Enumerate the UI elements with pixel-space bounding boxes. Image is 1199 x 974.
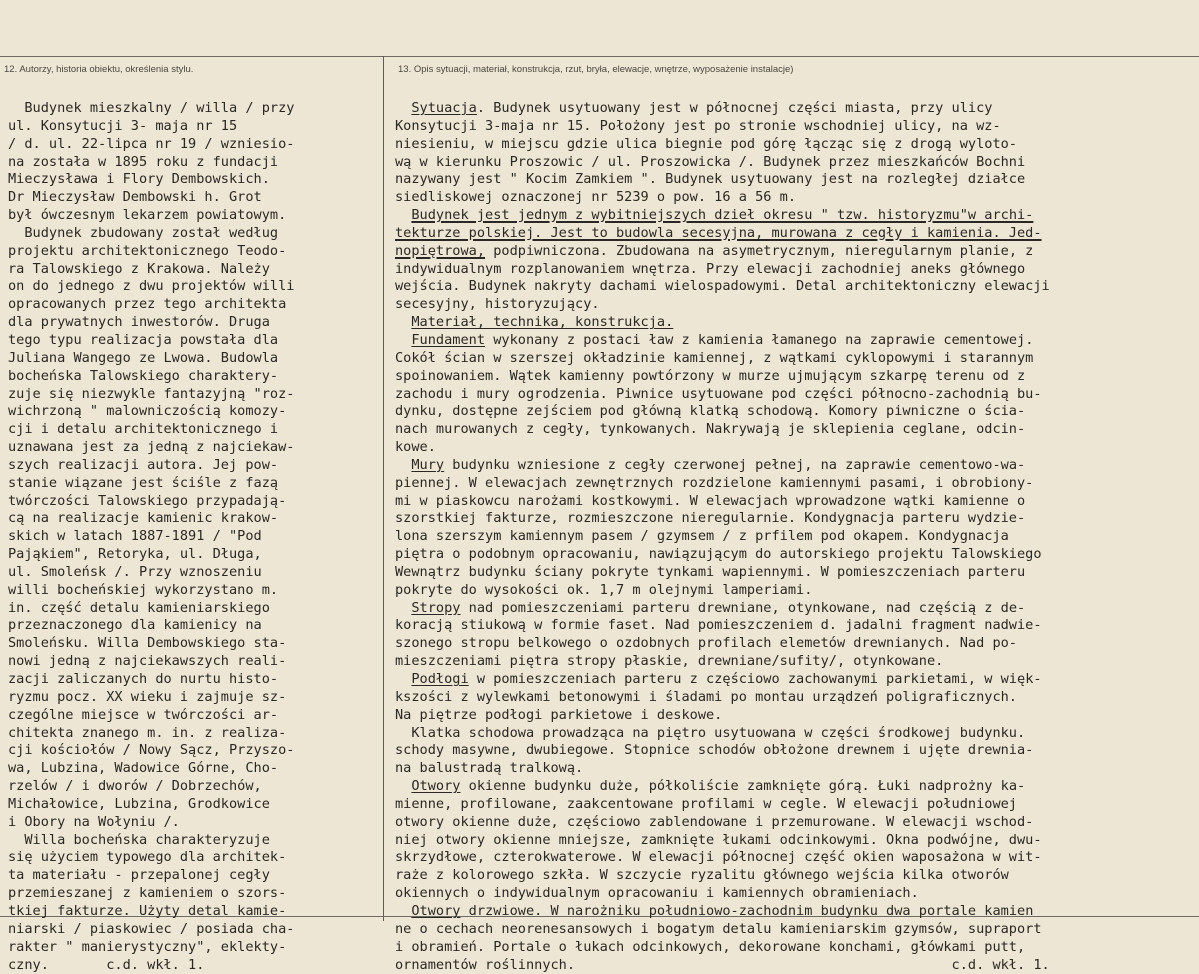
- history-line: zacji zaliczanych do nurtu histo-: [8, 671, 376, 689]
- history-line: Mieczysława i Flory Dembowskich.: [8, 171, 376, 189]
- description-line: raże z kolorowego szkła. W szczycie ryzalitu głównego wejścia kilka otworów: [395, 867, 1195, 885]
- history-line: czególne miejsce w twórczości ar-: [8, 707, 376, 725]
- history-line: ul. Konsytucji 3- maja nr 15: [8, 118, 376, 136]
- history-line: cji i detalu architektonicznego i: [8, 421, 376, 439]
- history-line: in. część detalu kamieniarskiego: [8, 600, 376, 618]
- description-line: wejścia. Budynek nakryty dachami wielospadowymi. Detal architektoniczny elewacji: [395, 278, 1195, 296]
- description-line: dynku, dostępne zejściem pod główną klatką schodową. Komory piwniczne o ścia-: [395, 403, 1195, 421]
- history-line: bocheńska Talowskiego charaktery-: [8, 368, 376, 386]
- history-line: na została w 1895 roku z fundacji: [8, 154, 376, 172]
- header-rule: [0, 56, 1199, 57]
- description-line: Na piętrze podłogi parkietowe i deskowe.: [395, 707, 1195, 725]
- history-line: szych realizacji autora. Jej pow-: [8, 457, 376, 475]
- history-line: tego typu realizacja powstała dla: [8, 332, 376, 350]
- description-line: pokryte do wysokości ok. 1,7 m olejnymi lamperiami.: [395, 582, 1195, 600]
- description-line: Konsytucji 3-maja nr 15. Położony jest po stronie wschodniej ulicy, na wz-: [395, 118, 1195, 136]
- history-line: opracowanych przez tego architekta: [8, 296, 376, 314]
- description-line: Fundament wykonany z postaci ław z kamienia łamanego na zaprawie cementowej.: [395, 332, 1195, 350]
- description-line: kszości z wylewkami betonowymi i śladami po montau urządzeń poligraficznych.: [395, 689, 1195, 707]
- description-line: schody masywne, dwubiegowe. Stopnice schodów obłożone drewnem i ujęte drewnia-: [395, 742, 1195, 760]
- description-line: tekturze polskiej. Jest to budowla secesyjna, murowana z cegły i kamienia. Jed-: [395, 225, 1195, 243]
- description-line: siedliskowej oznaczonej nr 5239 o pow. 16 a 56 m.: [395, 189, 1195, 207]
- history-line: chitekta znanego m. in. z realiza-: [8, 725, 376, 743]
- description-line: piętra o podobnym opracowaniu, nawiązującym do autorskiego projektu Talowskiego: [395, 546, 1195, 564]
- description-line: zachodu i mury ogrodzenia. Piwnice usytuowane pod części północno-zachodnią bu-: [395, 386, 1195, 404]
- description-line: mieszczeniami piętra stropy płaskie, drewniane/sufity/, otynkowane.: [395, 653, 1195, 671]
- description-line: Budynek jest jednym z wybitniejszych dzieł okresu " tzw. historyzmu"w archi-: [395, 207, 1195, 225]
- description-line: secesyjny, historyzujący.: [395, 296, 1195, 314]
- history-line: i Obory na Wołyniu /.: [8, 814, 376, 832]
- history-line: Budynek mieszkalny / willa / przy: [8, 100, 376, 118]
- history-line: nowi jedną z najciekawszych reali-: [8, 653, 376, 671]
- history-line: uznawana jest za jedną z najciekaw-: [8, 439, 376, 457]
- description-line: skrzydłowe, czterokwaterowe. W elewacji północnej część okien waposażona w wit-: [395, 849, 1195, 867]
- description-line: szorstkiej fakturze, rozmieszczone nieregularnie. Kondygnacja parteru wydzie-: [395, 510, 1195, 528]
- description-line: koracją stiukową w formie faset. Nad pomieszczeniem d. jadalni fragment nadwie-: [395, 617, 1195, 635]
- history-line: zuje się niezwykle fantazyjną "roz-: [8, 386, 376, 404]
- history-line: willi bocheńskiej wykorzystano m.: [8, 582, 376, 600]
- description-line: piennej. W elewacjach zewnętrznych rozdzielone kamiennymi pasami, i obrobiony-: [395, 475, 1195, 493]
- description-line: nopiętrowa, podpiwniczona. Zbudowana na asymetrycznym, nieregularnym planie, z: [395, 243, 1195, 261]
- description-line: niej otwory okienne mniejsze, zamknięte łukami odcinkowymi. Okna podwójne, dwu-: [395, 832, 1195, 850]
- description-line: nazywany jest " Kocim Zamkiem ". Budynek usytuowany jest na rozległej działce: [395, 171, 1195, 189]
- description-line: Otwory drzwiowe. W narożniku południowo-zachodnim budynku dwa portale kamien: [395, 903, 1195, 921]
- description-line: nach murowanych z cegły, tynkowanych. Nakrywają je sklepienia ceglane, odcin-: [395, 421, 1195, 439]
- history-line: rzelów / i dworów / Dobrzechów,: [8, 778, 376, 796]
- description-line: Sytuacja. Budynek usytuowany jest w północnej części miasta, przy ulicy: [395, 100, 1195, 118]
- description-line: szonego stropu belkowego o ozdobnych profilach elemetów drewnianych. Nad po-: [395, 635, 1195, 653]
- history-line: przeznaczonego dla kamienicy na: [8, 617, 376, 635]
- description-line: Stropy nad pomieszczeniami parteru drewniane, otynkowane, nad częścią z de-: [395, 600, 1195, 618]
- history-line: Dr Mieczysław Dembowski h. Grot: [8, 189, 376, 207]
- description-line: spoinowaniem. Wątek kamienny powtórzony w murze ujmującym szkarpę terenu od z: [395, 368, 1195, 386]
- description-line: ne o cechach neorenesansowych i bogatym detalu kamieniarskim gzymsów, supraport: [395, 921, 1195, 939]
- left-column-header: 12. Autorzy, historia obiektu, określenia stylu.: [4, 64, 193, 75]
- history-line: rakter " manierystyczny", eklekty-: [8, 939, 376, 957]
- history-line: wa, Lubzina, Wadowice Górne, Cho-: [8, 760, 376, 778]
- right-column-header: 13. Opis sytuacji, materiał, konstrukcja, rzut, bryła, elewacje, wnętrze, wyposażenie instalacje): [398, 64, 793, 75]
- history-line: cą na realizacje kamienic krakow-: [8, 510, 376, 528]
- description-line: wą w kierunku Proszowic / ul. Proszowicka /. Budynek przez mieszkańców Bochni: [395, 154, 1195, 172]
- history-line: skich w latach 1887-1891 / "Pod: [8, 528, 376, 546]
- description-line: Otwory okienne budynku duże, półkoliście zamknięte górą. Łuki nadprożny ka-: [395, 778, 1195, 796]
- description-line: indywidualnym rozplanowaniem wnętrza. Przy elewacji zachodniej aneks głównego: [395, 261, 1195, 279]
- description-line: i obramień. Portale o łukach odcinkowych, dekorowane konchami, główkami putt,: [395, 939, 1195, 957]
- history-line: ra Talowskiego z Krakowa. Należy: [8, 261, 376, 279]
- history-line: stanie wiązane jest ściśle z fazą: [8, 475, 376, 493]
- history-line: dla prywatnych inwestorów. Druga: [8, 314, 376, 332]
- column-divider: [383, 56, 384, 921]
- description-line: Wewnątrz budynku ściany pokryte tynkami wapiennymi. W pomieszczeniach parteru: [395, 564, 1195, 582]
- description-line: okiennych o indywidualnym opracowaniu i kamiennych obramieniach.: [395, 885, 1195, 903]
- description-line: lona szerszym kamiennym pasem / gzymsem / z prfilem pod okapem. Kondygnacja: [395, 528, 1195, 546]
- description-text-column: [395, 100, 1195, 974]
- description-line: mi w piaskowcu narożami kostkowymi. W elewacjach wprowadzone wątki kamienne o: [395, 493, 1195, 511]
- history-line: wichrzoną " malowniczością komozy-: [8, 403, 376, 421]
- history-line: czny. c.d. wkł. 1.: [8, 957, 376, 974]
- description-line: Cokół ścian w szerszej okładzinie kamiennej, z wątkami cyklopowymi i starannym: [395, 350, 1195, 368]
- history-line: przemieszanej z kamieniem o szors-: [8, 885, 376, 903]
- history-line: projektu architektonicznego Teodo-: [8, 243, 376, 261]
- history-line: Willa bocheńska charakteryzuje: [8, 832, 376, 850]
- history-line: twórczości Talowskiego przypadają-: [8, 493, 376, 511]
- description-line: Klatka schodowa prowadząca na piętro usytuowana w części środkowej budynku.: [395, 725, 1195, 743]
- history-line: był ówczesnym lekarzem powiatowym.: [8, 207, 376, 225]
- history-line: Budynek zbudowany został według: [8, 225, 376, 243]
- description-line: Materiał, technika, konstrukcja.: [395, 314, 1195, 332]
- description-line: na balustradą tralkową.: [395, 760, 1195, 778]
- history-text-column: [8, 100, 376, 974]
- description-line: niesieniu, w miejscu gdzie ulica biegnie pod górę łącząc się z drogą wyloto-: [395, 136, 1195, 154]
- history-line: ta materiału - przepalonej cegły: [8, 867, 376, 885]
- history-line: niarski / piaskowiec / posiada cha-: [8, 921, 376, 939]
- description-line: mienne, profilowane, zaakcentowane profilami w cegle. W elewacji południowej: [395, 796, 1195, 814]
- description-line: otwory okienne duże, częściowo zablendowane i przemurowane. W elewacji wschod-: [395, 814, 1195, 832]
- history-line: się użyciem typowego dla architek-: [8, 849, 376, 867]
- history-line: Juliana Wangego ze Lwowa. Budowla: [8, 350, 376, 368]
- history-line: ul. Smoleńsk /. Przy wznoszeniu: [8, 564, 376, 582]
- history-line: ryzmu pocz. XX wieku i zajmuje sz-: [8, 689, 376, 707]
- history-line: on do jednego z dwu projektów willi: [8, 278, 376, 296]
- history-line: tkiej fakturze. Użyty detal kamie-: [8, 903, 376, 921]
- history-line: Michałowice, Lubzina, Grodkowice: [8, 796, 376, 814]
- description-line: kowe.: [395, 439, 1195, 457]
- history-line: Pająkiem", Retoryka, ul. Długa,: [8, 546, 376, 564]
- history-line: Smoleńsku. Willa Dembowskiego sta-: [8, 635, 376, 653]
- history-line: / d. ul. 22-lipca nr 19 / wzniesio-: [8, 136, 376, 154]
- description-line: Podłogi w pomieszczeniach parteru z częściowo zachowanymi parkietami, w więk-: [395, 671, 1195, 689]
- history-line: cji kościołów / Nowy Sącz, Przyszo-: [8, 742, 376, 760]
- description-line: Mury budynku wzniesione z cegły czerwonej pełnej, na zaprawie cementowo-wa-: [395, 457, 1195, 475]
- description-line: ornamentów roślinnych. c.d. wkł. 1.: [395, 957, 1195, 974]
